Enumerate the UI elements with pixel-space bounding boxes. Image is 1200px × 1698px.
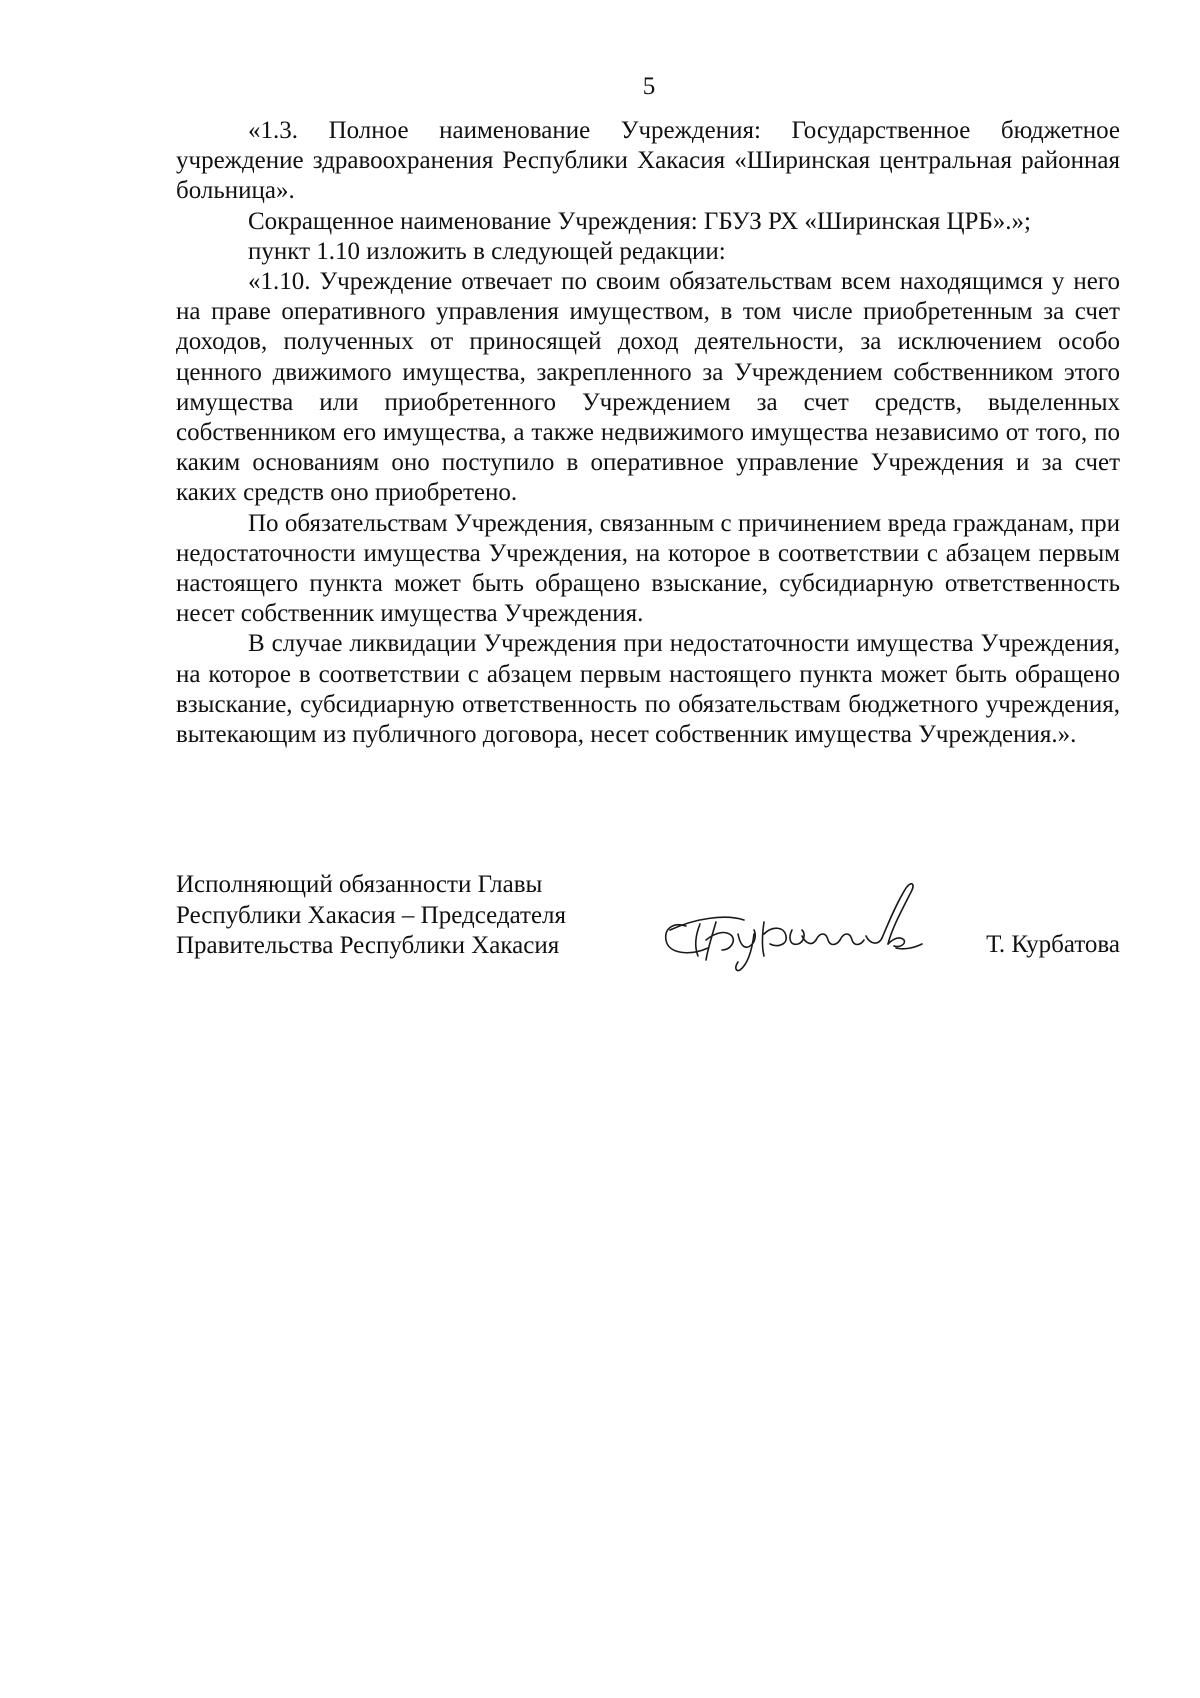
document-body: [176, 116, 1120, 750]
signature-block: [176, 870, 1120, 980]
paragraph-liability-harm: По обязательствам Учреждения, связанным с причинением вреда гражданам, при недостаточности имущества Учреждения, на которое в соответствии с абзацем первым настоящего пункта может быть обращено взыскание, субсидиарную ответственность несет собственник имущества Учреждения.: [176, 509, 1120, 628]
paragraph-1-3-full-name: «1.3. Полное наименование Учреждения: Государственное бюджетное учреждение здравоохранения Республики Хакасия «Ширинская центральная районная больница».: [176, 117, 1120, 205]
handwritten-signature: [656, 864, 946, 974]
signer-title-line: Республики Хакасия – Председателя: [176, 901, 567, 929]
paragraph-1-10: «1.10. Учреждение отвечает по своим обязательствам всем находящимся у него на праве оперативного управления имуществом, в том числе приобретенным за счет доходов, полученных от приносящей доход деятельности, за исключением особо ценного движимого имущества, закрепленного за Учреждением собственником этого имущества или приобретенного Учреждением за счет средств, выделенных собственником его имущества, а также недвижимого имущества независимо от того, по каким основаниям оно поступило в оперативное управление Учреждения и за счет каких средств оно приобретено.: [176, 268, 1120, 507]
signer-name: Т. Курбатова: [986, 931, 1120, 958]
paragraph-1-3-short-name: Сокращенное наименование Учреждения: ГБУЗ РХ «Ширинская ЦРБ».»;: [248, 207, 1031, 235]
signer-title: [176, 870, 566, 962]
paragraph-amendment-intro: пункт 1.10 изложить в следующей редакции:: [248, 237, 726, 265]
signer-title-line: Правительства Республики Хакасия: [176, 932, 560, 959]
paragraph-liquidation: В случае ликвидации Учреждения при недостаточности имущества Учреждения, на которое в соответствии с абзацем первым настоящего пункта может быть обращено взыскание, субсидиарную ответственность по обязательствам бюджетного учреждения, вытекающим из публичного договора, несет собственник имущества Учреждения.».: [176, 630, 1120, 749]
page-number: 5: [642, 73, 656, 100]
signer-title-line: Исполняющий обязанности Главы: [176, 871, 543, 898]
